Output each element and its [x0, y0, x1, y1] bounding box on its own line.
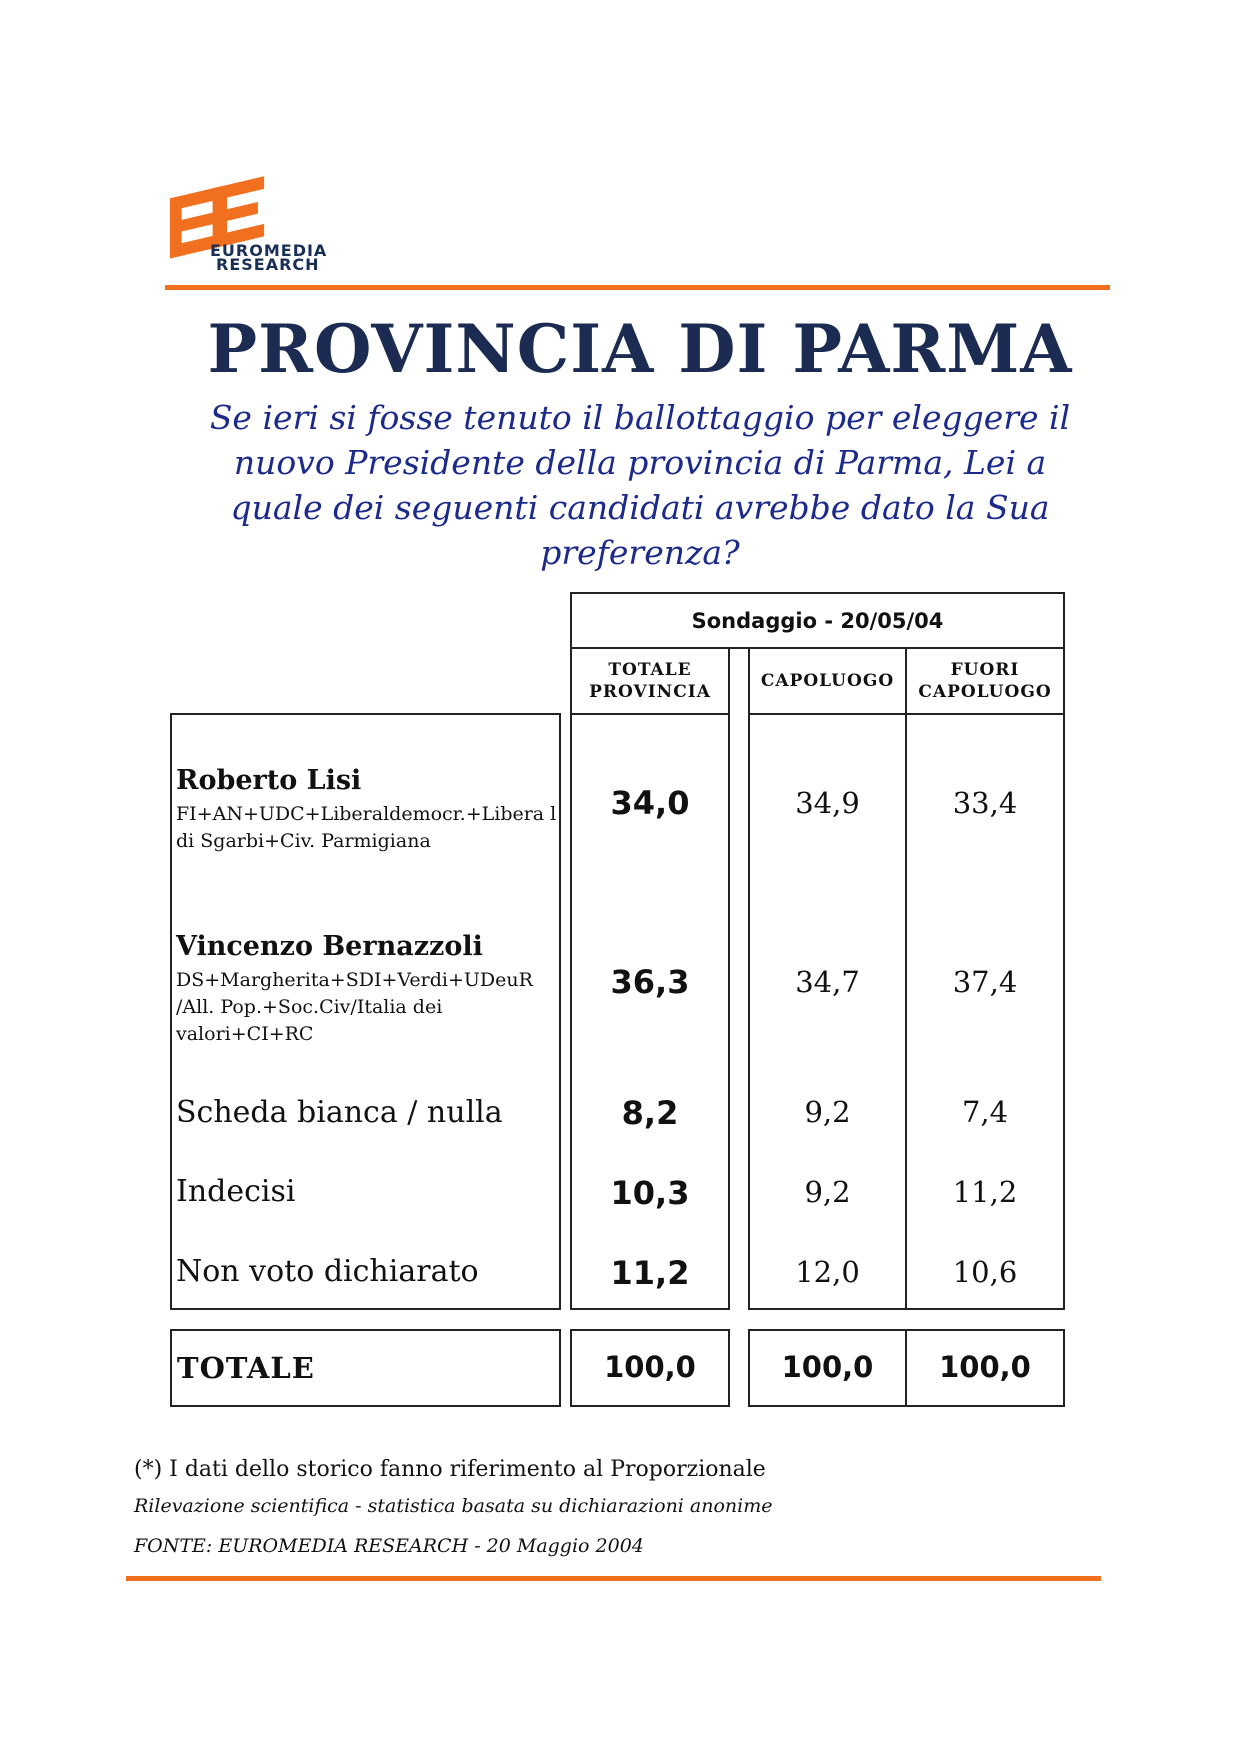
value-fuori-capoluogo: 37,4 [952, 965, 1018, 999]
survey-date-header: Sondaggio - 20/05/04 [570, 592, 1065, 649]
value-capoluogo: 34,9 [795, 786, 860, 820]
note-storico: (*) I dati dello storico fanno riferimento al Proporzionale [134, 1457, 766, 1482]
value-capoluogo: 9,2 [804, 1095, 851, 1129]
bottom-orange-rule [126, 1576, 1101, 1581]
top-orange-rule [165, 285, 1110, 290]
note-fonte: FONTE: EUROMEDIA RESEARCH - 20 Maggio 2004 [134, 1535, 644, 1557]
euromedia-logo-text [210, 243, 327, 273]
candidate-name: Vincenzo Bernazzoli [176, 931, 483, 962]
candidate-party: DS+Margherita+SDI+Verdi+UDeuR /All. Pop.+Soc.Civ/Italia dei valori+CI+RC [176, 969, 533, 1045]
total-value-totale: 100,0 [604, 1350, 696, 1384]
col-header-fuori-capoluogo: FUORI CAPOLUOGO [905, 647, 1065, 715]
value-capoluogo: 9,2 [804, 1175, 851, 1209]
row-label: Indecisi [176, 1174, 296, 1209]
logo-line-2: RESEARCH [216, 255, 320, 274]
value-capoluogo: 12,0 [795, 1255, 860, 1289]
value-totale: 34,0 [610, 784, 690, 822]
total-value-fuori-capoluogo: 100,0 [939, 1350, 1031, 1384]
survey-question: Se ieri si fosse tenuto il ballottaggio per eleggere il nuovo Presidente della provincia di Parma, Lei a quale dei seguenti candidati avrebbe dato la Sua preferenza? [209, 398, 1071, 572]
total-value-capoluogo: 100,0 [781, 1350, 874, 1384]
value-capoluogo: 34,7 [795, 965, 860, 999]
col-header-totale: TOTALE PROVINCIA [570, 647, 730, 715]
row-label: Non voto dichiarato [176, 1254, 479, 1289]
note-rilevazione: Rilevazione scientifica - statistica basata su dichiarazioni anonime [134, 1495, 773, 1517]
value-totale: 10,3 [610, 1174, 690, 1212]
candidate-party: FI+AN+UDC+Liberaldemocr.+Libera l di Sgarbi+Civ. Parmigiana [176, 803, 557, 852]
value-fuori-capoluogo: 7,4 [961, 1095, 1009, 1129]
row-label: Scheda bianca / nulla [176, 1095, 503, 1130]
value-fuori-capoluogo: 11,2 [952, 1175, 1018, 1209]
logo-line-1: EUROMEDIA [210, 241, 328, 260]
candidate-name: Roberto Lisi [176, 765, 362, 796]
col-header-capoluogo: CAPOLUOGO [748, 647, 907, 715]
page-title: PROVINCIA DI PARMA [207, 310, 1073, 388]
value-fuori-capoluogo: 10,6 [952, 1255, 1018, 1289]
value-totale: 36,3 [610, 963, 690, 1001]
total-label: TOTALE [177, 1351, 315, 1385]
value-fuori-capoluogo: 33,4 [952, 786, 1018, 820]
value-totale: 8,2 [621, 1094, 679, 1132]
value-totale: 11,2 [610, 1254, 690, 1292]
